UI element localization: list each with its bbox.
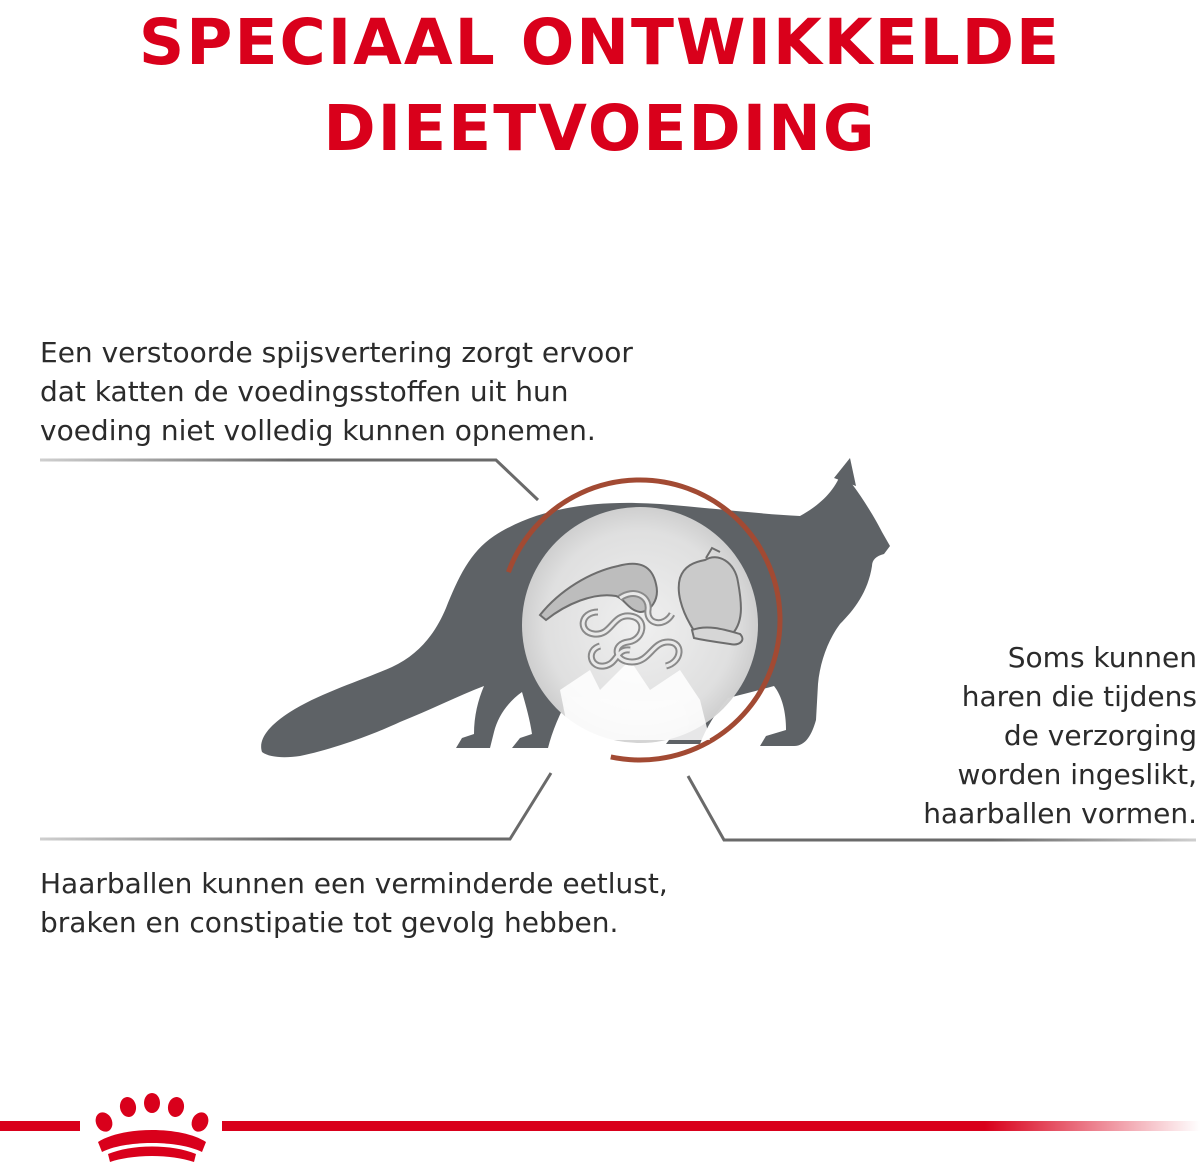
info-block-digestion — [40, 333, 633, 450]
info-hairballs-forming-line-2: haren die tijdens — [961, 680, 1197, 713]
info-digestion-line-2: dat katten de voedingsstoffen uit hun — [40, 375, 569, 408]
headline-line-1: SPECIAAL ONTWIKKELDE — [138, 6, 1062, 79]
info-hairballs-forming-line-3: de verzorging — [1003, 719, 1197, 752]
info-hairballs-forming-line-1: Soms kunnen — [1007, 641, 1197, 674]
info-hairballs-forming-line-5: haarballen vormen. — [923, 797, 1197, 830]
info-digestion-line-3: voeding niet volledig kunnen opnemen. — [40, 414, 596, 447]
footer-bar-left — [0, 1121, 80, 1131]
footer-bar-right — [222, 1121, 1200, 1131]
info-hairballs-forming-line-4: worden ingeslikt, — [957, 758, 1197, 791]
info-digestion-line-1: Een verstoorde spijsvertering zorgt ervoor — [40, 336, 633, 369]
callout-line-bottom-left — [40, 773, 551, 839]
headline-line-2: DIEETVOEDING — [323, 92, 877, 165]
info-hairball-effects-line-1: Haarballen kunnen een verminderde eetlust, — [40, 867, 668, 900]
info-hairball-effects-line-2: braken en constipatie tot gevolg hebben. — [40, 906, 619, 939]
info-block-hairball-effects — [40, 864, 668, 942]
royal-canin-crown-logo — [88, 1092, 216, 1162]
callout-line-top-left — [40, 460, 538, 500]
info-block-hairballs-forming — [923, 638, 1197, 833]
